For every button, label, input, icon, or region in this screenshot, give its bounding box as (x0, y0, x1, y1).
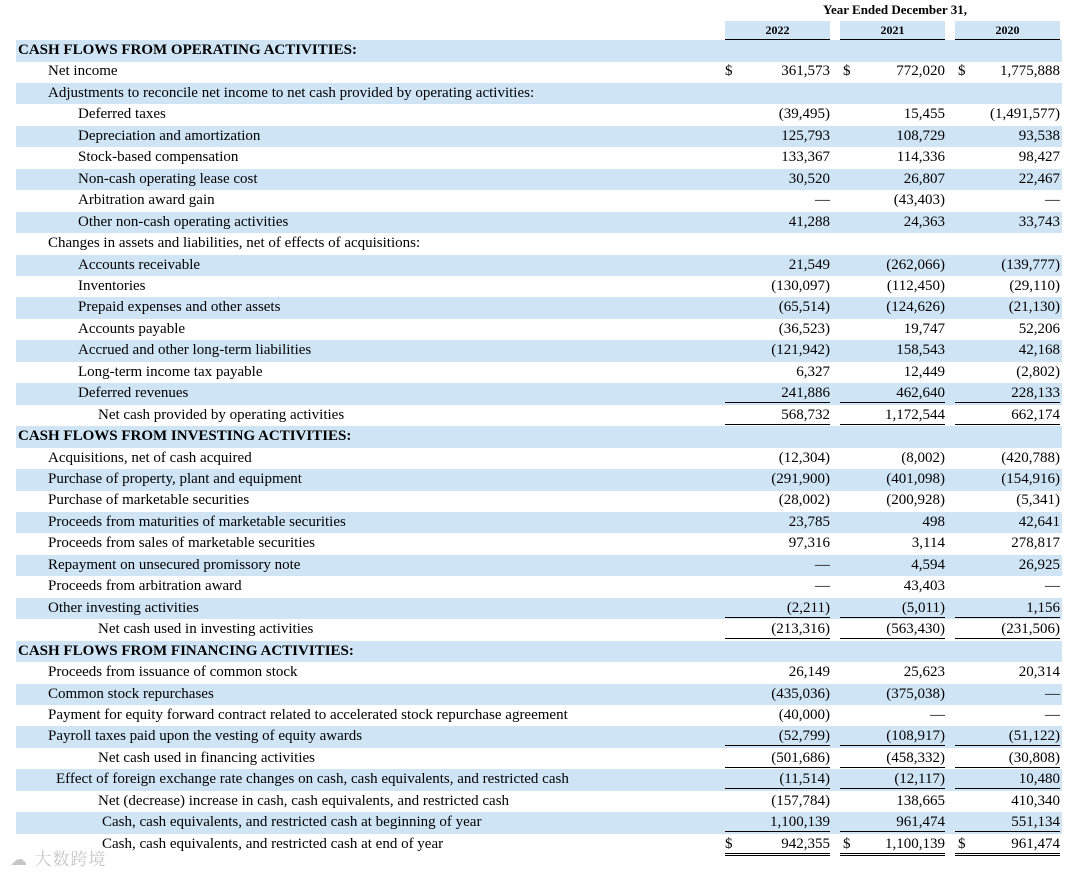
row-label: Depreciation and amortization (78, 127, 261, 144)
value-cell-2022: (157,784) (771, 792, 830, 809)
row-label: Cash, cash equivalents, and restricted cash at beginning of year (102, 814, 482, 831)
row-label: Effect of foreign exchange rate changes on cash, cash equivalents, and restricted cash (56, 771, 569, 788)
table-row (16, 276, 1062, 298)
value-cell-2022: (435,036) (771, 685, 830, 702)
currency-symbol: $ (958, 835, 966, 852)
value-cell-2021: — (930, 706, 945, 723)
value-cell-2021: 108,729 (896, 127, 945, 144)
value-cell-2021 (840, 426, 945, 445)
value-cell-2020: (21,130) (1008, 299, 1060, 316)
value-cell-2021: 138,665 (896, 792, 945, 809)
value-cell-2020: 52,206 (1018, 320, 1060, 337)
value-cell-2021: 43,403 (903, 578, 945, 595)
table-row (16, 190, 1062, 212)
value-cell-2022: (121,942) (771, 342, 830, 359)
value-cell-2022: — (815, 578, 830, 595)
table-row (16, 684, 1062, 706)
value-cell-2020: (420,788) (1001, 449, 1060, 466)
value-cell-2021: (458,332) (840, 748, 945, 768)
value-cell-2020: 1,156 (955, 598, 1060, 618)
table-row (16, 83, 1062, 105)
value-cell-2020 (955, 426, 1060, 445)
table-row (16, 662, 1062, 684)
value-cell-2022: 125,793 (781, 127, 830, 144)
row-label: Other investing activities (48, 599, 199, 616)
row-label: Cash, cash equivalents, and restricted cash at end of year (102, 835, 444, 852)
value-cell-2022: 21,549 (788, 256, 830, 273)
value-cell-2020 (955, 40, 1060, 59)
row-label: Prepaid expenses and other assets (78, 299, 281, 316)
table-row (16, 340, 1062, 362)
value-cell-2020: (29,110) (1009, 277, 1060, 294)
value-cell-2022: 23,785 (788, 513, 830, 530)
table-row (16, 555, 1062, 577)
row-label: CASH FLOWS FROM INVESTING ACTIVITIES: (18, 428, 352, 445)
table-row (16, 126, 1062, 148)
value-cell-2020: 410,340 (1011, 792, 1060, 809)
value-cell-2022: 133,367 (781, 149, 830, 166)
value-cell-2021: (5,011) (840, 598, 945, 618)
currency-symbol: $ (843, 835, 851, 852)
row-label: Net income (48, 63, 118, 80)
section-header-row (16, 426, 1062, 448)
value-cell-2021: (124,626) (886, 299, 945, 316)
currency-symbol: $ (958, 63, 966, 80)
value-cell-2021: (8,002) (901, 449, 945, 466)
section-header-row (16, 40, 1062, 62)
table-row (16, 448, 1062, 470)
row-label: Purchase of marketable securities (48, 492, 250, 509)
value-cell-2020: (231,506) (955, 619, 1060, 639)
table-row (16, 469, 1062, 491)
value-cell-2021: (43,403) (893, 192, 945, 209)
row-label: Changes in assets and liabilities, net of effects of acquisitions: (48, 235, 421, 252)
value-cell-2022: (130,097) (771, 277, 830, 294)
value-cell-2021: (563,430) (840, 619, 945, 639)
table-row (16, 619, 1062, 641)
value-cell-2021: 961,474 (840, 812, 945, 832)
table-row (16, 233, 1062, 255)
table-row (16, 769, 1062, 791)
value-cell-2020: 662,174 (955, 405, 1060, 425)
value-cell-2020: — (1045, 706, 1060, 723)
row-label: Proceeds from maturities of marketable securities (48, 513, 346, 530)
row-label: Accounts payable (78, 320, 186, 337)
table-row (16, 576, 1062, 598)
value-cell-2020: 42,641 (1018, 513, 1060, 530)
row-label: Net cash used in financing activities (98, 749, 316, 766)
year-header-2022: 2022 (725, 21, 830, 41)
row-label: Net cash used in investing activities (98, 621, 314, 638)
value-cell-2020: — (1045, 578, 1060, 595)
value-cell-2020: 551,134 (955, 812, 1060, 832)
value-cell-2022: 1,100,139 (725, 812, 830, 832)
row-label: Other non-cash operating activities (78, 213, 289, 230)
value-cell-2021 (840, 233, 945, 252)
row-label: Non-cash operating lease cost (78, 170, 258, 187)
table-row (16, 362, 1062, 384)
row-label: Proceeds from arbitration award (48, 578, 242, 595)
row-label: Adjustments to reconcile net income to net cash provided by operating activities: (48, 84, 535, 101)
year-header-2020: 2020 (955, 21, 1060, 41)
value-cell-2020: (1,491,577) (990, 106, 1060, 123)
table-row (16, 212, 1062, 234)
table-row (16, 748, 1062, 770)
value-cell-2020: 228,133 (955, 383, 1060, 403)
table-row (16, 598, 1062, 620)
row-label: Deferred taxes (78, 106, 166, 123)
value-cell-2021 (840, 641, 945, 660)
row-label: Repayment on unsecured promissory note (48, 556, 301, 573)
row-label: Acquisitions, net of cash acquired (48, 449, 252, 466)
value-cell-2022: (65,514) (778, 299, 830, 316)
row-label: Payment for equity forward contract related to accelerated stock repurchase agreement (48, 706, 568, 723)
value-cell-2020: 961,474 (955, 834, 1060, 856)
value-cell-2021 (840, 40, 945, 59)
row-label: Purchase of property, plant and equipment (48, 471, 302, 487)
value-cell-2022: (213,316) (725, 619, 830, 639)
row-label: Accrued and other long-term liabilities (78, 342, 312, 359)
value-cell-2022: 942,355 (725, 834, 830, 856)
value-cell-2022 (725, 40, 830, 59)
value-cell-2020: 98,427 (1018, 149, 1060, 166)
value-cell-2022: 241,886 (725, 383, 830, 403)
value-cell-2021: 462,640 (840, 383, 945, 403)
value-cell-2022 (725, 83, 830, 102)
value-cell-2021: 19,747 (903, 320, 945, 337)
row-label: Arbitration award gain (78, 192, 215, 209)
value-cell-2022: 6,327 (796, 363, 830, 380)
watermark-logo-icon: ☁ (10, 850, 28, 870)
row-label: Accounts receivable (78, 256, 201, 273)
value-cell-2020: (5,341) (1016, 492, 1060, 509)
watermark-logo (10, 845, 106, 870)
table-row (16, 147, 1062, 169)
value-cell-2020: 26,925 (1018, 556, 1060, 573)
value-cell-2021: (401,098) (886, 471, 945, 487)
row-label: Proceeds from sales of marketable securities (48, 535, 315, 552)
table-row (16, 104, 1062, 126)
value-cell-2022: 568,732 (725, 405, 830, 425)
value-cell-2020 (955, 233, 1060, 252)
value-cell-2022 (725, 641, 830, 660)
value-cell-2022 (725, 233, 830, 252)
value-cell-2020: 20,314 (1018, 664, 1060, 681)
value-cell-2022: (291,900) (771, 471, 830, 487)
value-cell-2021 (840, 83, 945, 102)
value-cell-2021: 24,363 (903, 213, 945, 230)
row-label: Net cash provided by operating activities (98, 406, 345, 423)
value-cell-2021: 158,543 (896, 342, 945, 359)
table-row (16, 705, 1062, 727)
currency-symbol: $ (725, 835, 733, 852)
row-label: CASH FLOWS FROM FINANCING ACTIVITIES: (18, 642, 354, 659)
value-cell-2022: (36,523) (778, 320, 830, 337)
table-row (16, 834, 1062, 856)
row-label: Inventories (78, 277, 146, 294)
value-cell-2021: 772,020 (896, 63, 945, 80)
value-cell-2021: (12,117) (840, 769, 945, 789)
value-cell-2022: 30,520 (788, 170, 830, 187)
value-cell-2021: (108,917) (840, 726, 945, 746)
value-cell-2021: (262,066) (886, 256, 945, 273)
currency-symbol: $ (725, 63, 733, 80)
value-cell-2020: 33,743 (1018, 213, 1060, 230)
table-row (16, 383, 1062, 405)
table-row (16, 533, 1062, 555)
table-row (16, 726, 1062, 748)
value-cell-2020: — (1045, 192, 1060, 209)
value-cell-2020: 42,168 (1018, 342, 1060, 359)
value-cell-2021: (375,038) (886, 685, 945, 702)
table-row (16, 512, 1062, 534)
table-row (16, 297, 1062, 319)
value-cell-2020: (2,802) (1016, 363, 1060, 380)
value-cell-2020: 10,480 (955, 769, 1060, 789)
value-cell-2021: 15,455 (903, 106, 945, 123)
value-cell-2022: (501,686) (725, 748, 830, 768)
table-row (16, 255, 1062, 277)
value-cell-2022: 361,573 (781, 63, 830, 80)
table-row (16, 319, 1062, 341)
value-cell-2021: 498 (922, 513, 945, 530)
value-cell-2020: (139,777) (1001, 256, 1060, 273)
value-cell-2021: 1,172,544 (840, 405, 945, 425)
row-label: Long-term income tax payable (78, 363, 263, 380)
value-cell-2021: (200,928) (886, 492, 945, 509)
value-cell-2022: (39,495) (778, 106, 830, 123)
section-header-row (16, 641, 1062, 663)
table-row (16, 490, 1062, 512)
value-cell-2020: 1,775,888 (1000, 63, 1060, 80)
row-label: Deferred revenues (78, 385, 189, 402)
row-label: Common stock repurchases (48, 685, 214, 702)
value-cell-2021: (112,450) (886, 277, 945, 294)
value-cell-2022: (11,514) (725, 769, 830, 789)
value-cell-2020: — (1045, 685, 1060, 702)
value-cell-2022 (725, 426, 830, 445)
value-cell-2021: 25,623 (903, 664, 945, 681)
value-cell-2022: — (815, 192, 830, 209)
value-cell-2022: 41,288 (788, 213, 830, 230)
value-cell-2021: 1,100,139 (840, 834, 945, 856)
value-cell-2022: 97,316 (788, 535, 830, 552)
row-label: CASH FLOWS FROM OPERATING ACTIVITIES: (18, 42, 357, 58)
value-cell-2020: (30,808) (955, 748, 1060, 768)
watermark-text: 大数跨境 (34, 850, 107, 870)
row-label: Stock-based compensation (78, 149, 239, 166)
value-cell-2020: (154,916) (1001, 471, 1060, 487)
table-row (16, 61, 1062, 83)
value-cell-2022: (28,002) (778, 492, 830, 509)
value-cell-2020 (955, 641, 1060, 660)
table-row (16, 812, 1062, 834)
value-cell-2021: 12,449 (903, 363, 945, 380)
value-cell-2022: (2,211) (725, 598, 830, 618)
value-cell-2020: 93,538 (1018, 127, 1060, 144)
value-cell-2022: 26,149 (788, 664, 830, 681)
row-label: Proceeds from issuance of common stock (48, 664, 298, 681)
table-row (16, 405, 1062, 427)
row-label: Net (decrease) increase in cash, cash equivalents, and restricted cash (98, 792, 510, 809)
value-cell-2021: 3,114 (911, 535, 945, 552)
value-cell-2020: 278,817 (1011, 535, 1060, 552)
value-cell-2021: 114,336 (896, 149, 945, 166)
value-cell-2021: 4,594 (911, 556, 945, 573)
year-header-2021: 2021 (840, 21, 945, 41)
value-cell-2020 (955, 83, 1060, 102)
value-cell-2022: (12,304) (778, 449, 830, 466)
value-cell-2022: — (815, 556, 830, 573)
table-row (16, 169, 1062, 191)
value-cell-2021: 26,807 (903, 170, 945, 187)
value-cell-2020: (51,122) (955, 726, 1060, 746)
period-title: Year Ended December 31, (823, 2, 967, 17)
value-cell-2022: (52,799) (725, 726, 830, 746)
value-cell-2020: 22,467 (1018, 170, 1060, 187)
table-row (16, 791, 1062, 813)
currency-symbol: $ (843, 63, 851, 80)
value-cell-2022: (40,000) (778, 706, 830, 723)
row-label: Payroll taxes paid upon the vesting of equity awards (48, 728, 363, 745)
